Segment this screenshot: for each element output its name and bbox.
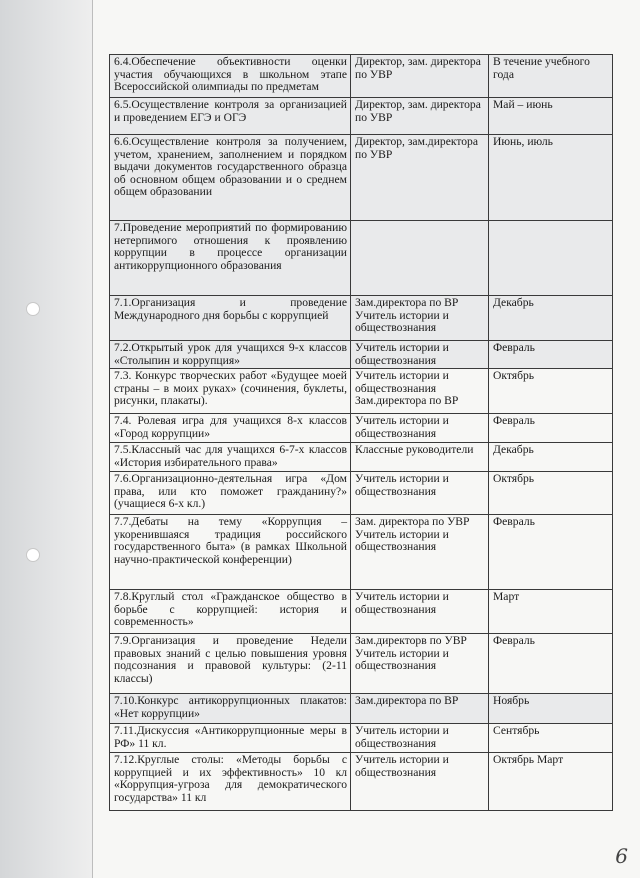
term-cell: Февраль [489,515,613,590]
activity-cell: 6.4.Обеспечение объективности оценки участия обучающихся в школьном этапе Всероссийской олимпиады по предметам [110,55,351,98]
responsible-cell: Директор, зам. директора по УВР [351,98,489,135]
activity-cell: 7.Проведение мероприятий по формированию нетерпимого отношения к проявлению коррупции в процессе организации антикоррупционного образования [110,221,351,296]
responsible-cell: Учитель истории и обществознания Зам.директора по ВР [351,369,489,414]
term-cell: Февраль [489,414,613,443]
term-cell: Октябрь [489,369,613,414]
page-number: 6 [615,844,628,868]
table-row [110,369,613,414]
punch-hole-bottom [26,548,40,562]
term-cell: Октябрь Март [489,753,613,811]
term-cell: Февраль [489,341,613,369]
page-margin-shadow [0,0,92,878]
responsible-cell: Учитель истории и обществознания [351,590,489,634]
term-cell: Октябрь [489,472,613,515]
activity-cell: 7.7.Дебаты на тему «Коррупция – укоренившаяся традиция российского государственного быта» (в рамках Школьной научно-практической конференции) [110,515,351,590]
responsible-cell: Директор, зам. директора по УВР [351,55,489,98]
table-row [110,296,613,341]
term-cell: Июнь, июль [489,135,613,221]
responsible-cell: Учитель истории и обществознания [351,753,489,811]
activity-cell: 7.5.Классный час для учащихся 6-7-х классов «История избирательного права» [110,443,351,472]
responsible-cell: Учитель истории и обществознания [351,414,489,443]
responsible-cell: Учитель истории и обществознания [351,472,489,515]
responsible-cell: Зам.директорв по УВР Учитель истории и обществознания [351,634,489,694]
activity-cell: 7.11.Дискуссия «Антикоррупционные меры в РФ» 11 кл. [110,724,351,753]
responsible-cell: Зам. директора по УВР Учитель истории и обществознания [351,515,489,590]
term-cell: Март [489,590,613,634]
activity-cell: 7.2.Открытый урок для учащихся 9-х классов «Столыпин и коррупция» [110,341,351,369]
activity-cell: 6.5.Осуществление контроля за организацией и проведением ЕГЭ и ОГЭ [110,98,351,135]
table-row [110,590,613,634]
table-row [110,472,613,515]
table-row [110,634,613,694]
responsible-cell: Учитель истории и обществознания [351,724,489,753]
term-cell: Сентябрь [489,724,613,753]
responsible-cell: Зам.директора по ВР Учитель истории и обществознания [351,296,489,341]
table-row [110,515,613,590]
table-row [110,341,613,369]
responsible-cell [351,221,489,296]
responsible-cell: Зам.директора по ВР [351,694,489,724]
term-cell: Февраль [489,634,613,694]
activity-cell: 7.6.Организационно-деятельная игра «Дом права, или кто поможет гражданину?» (учащиеся 6-х кл.) [110,472,351,515]
table-row [110,221,613,296]
activity-cell: 7.12.Круглые столы: «Методы борьбы с коррупцией и их эффективность» 10 кл «Коррупция-угроза для демократического государства» 11 кл [110,753,351,811]
responsible-cell: Классные руководители [351,443,489,472]
activity-cell: 7.4. Ролевая игра для учащихся 8-х классов «Город коррупции» [110,414,351,443]
term-cell: Май – июнь [489,98,613,135]
table-row [110,724,613,753]
table-row [110,98,613,135]
table-row [110,694,613,724]
table-row [110,135,613,221]
table-row [110,55,613,98]
term-cell: Ноябрь [489,694,613,724]
activity-cell: 7.8.Круглый стол «Гражданское общество в борьбе с коррупцией: история и современность» [110,590,351,634]
page-edge [92,0,93,878]
activity-cell: 7.10.Конкурс антикоррупционных плакатов: «Нет коррупции» [110,694,351,724]
table-row [110,414,613,443]
table-row [110,753,613,811]
anticorruption-plan-table [109,54,613,811]
activity-cell: 7.3. Конкурс творческих работ «Будущее моей страны – в моих руках» (сочинения, буклеты, рисунки, плакаты). [110,369,351,414]
punch-hole-top [26,302,40,316]
term-cell: Декабрь [489,443,613,472]
activity-cell: 6.6.Осуществление контроля за получением, учетом, хранением, заполнением и порядком выдачи документов государственного образца об основном общем образовании и о среднем общем образовании [110,135,351,221]
responsible-cell: Учитель истории и обществознания [351,341,489,369]
activity-cell: 7.9.Организация и проведение Недели правовых знаний с целью повышения уровня подсознания и правовой культуры: (2-11 классы) [110,634,351,694]
term-cell [489,221,613,296]
term-cell: Декабрь [489,296,613,341]
activity-cell: 7.1.Организация и проведение Международного дня борьбы с коррупцией [110,296,351,341]
term-cell: В течение учебного года [489,55,613,98]
table-row [110,443,613,472]
responsible-cell: Директор, зам.директора по УВР [351,135,489,221]
